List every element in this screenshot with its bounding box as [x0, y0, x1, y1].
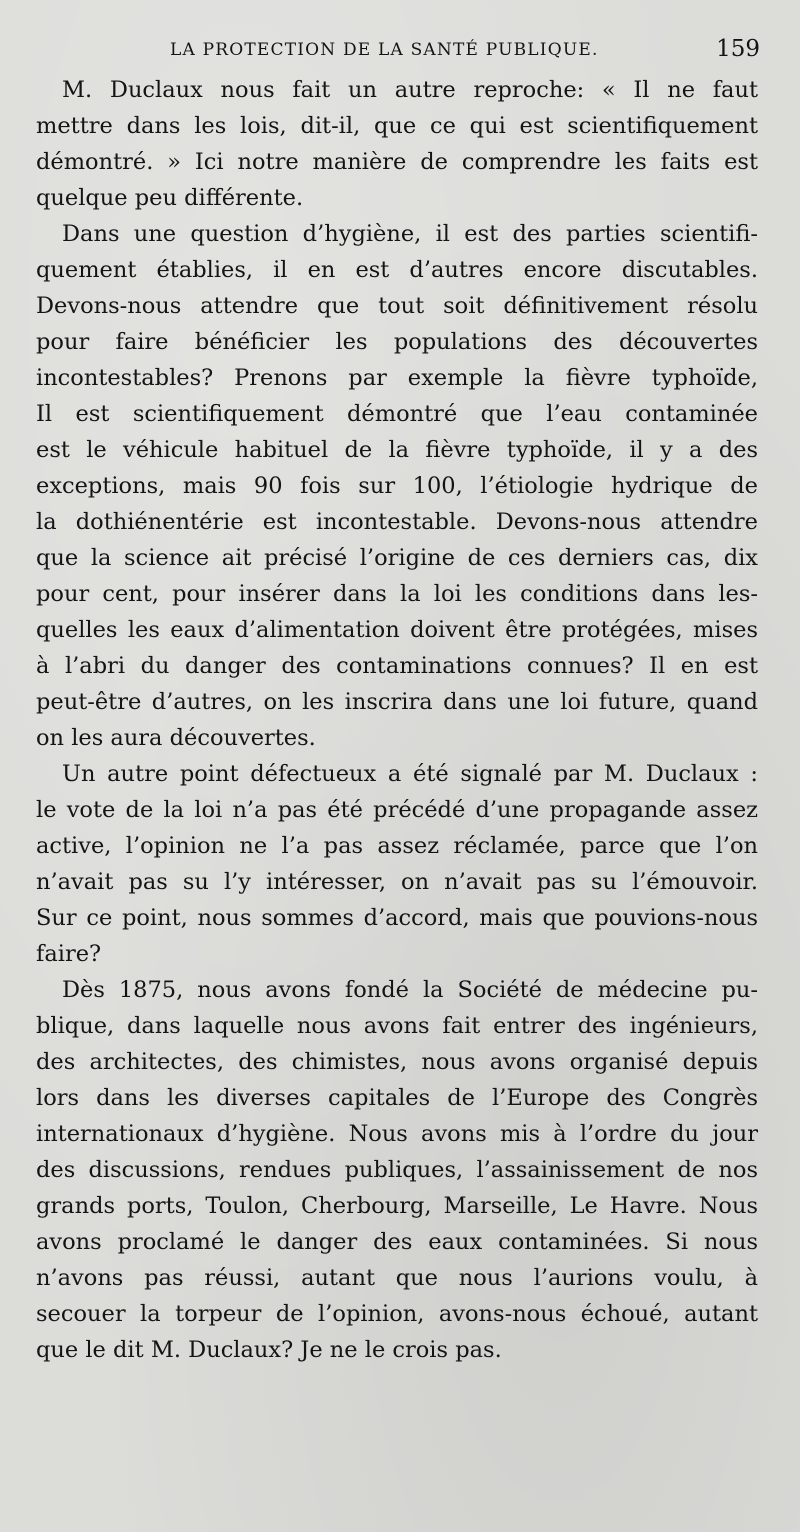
text-line: peut-être d’autres, on les inscrira dans une loi future, quand: [36, 689, 758, 715]
text-line: lors dans les diverses capitales de l’Europe des Congrès: [36, 1085, 758, 1111]
text-line: est le véhicule habituel de la fièvre typhoïde, il y a des: [36, 437, 758, 463]
text-line: quement établies, il en est d’autres encore discutables.: [36, 257, 758, 283]
text-line: Devons-nous attendre que tout soit définitivement résolu: [36, 293, 758, 319]
text-line: démontré. » Ici notre manière de comprendre les faits est: [36, 149, 758, 175]
text-line: Il est scientifiquement démontré que l’eau contaminée: [36, 401, 758, 427]
text-line: Dès 1875, nous avons fondé la Société de médecine pu-: [62, 977, 758, 1003]
text-line: faire?: [36, 941, 102, 967]
text-line: quelles les eaux d’alimentation doivent être protégées, mises: [36, 617, 758, 643]
text-line: n’avons pas réussi, autant que nous l’aurions voulu, à: [36, 1265, 758, 1291]
text-line: que la science ait précisé l’origine de ces derniers cas, dix: [36, 545, 758, 571]
paragraph: [36, 972, 758, 1368]
text-line: Sur ce point, nous sommes d’accord, mais que pouvions-nous: [36, 905, 758, 931]
running-head: [170, 36, 760, 66]
body-text: [36, 72, 758, 1368]
text-line: blique, dans laquelle nous avons fait entrer des ingénieurs,: [36, 1013, 758, 1039]
paragraph: [36, 72, 758, 216]
text-line: n’avait pas su l’y intéresser, on n’avait pas su l’émouvoir.: [36, 869, 758, 895]
text-line: des discussions, rendues publiques, l’assainissement de nos: [36, 1157, 758, 1183]
text-line: mettre dans les lois, dit-il, que ce qui est scientifiquement: [36, 113, 758, 139]
text-line: secouer la torpeur de l’opinion, avons-nous échoué, autant: [36, 1301, 758, 1327]
text-line: le vote de la loi n’a pas été précédé d’une propagande assez: [36, 797, 758, 823]
text-line: à l’abri du danger des contaminations connues? Il en est: [36, 653, 758, 679]
text-line: quelque peu différente.: [36, 185, 304, 211]
paragraph: [36, 756, 758, 972]
running-title: LA PROTECTION DE LA SANTÉ PUBLIQUE.: [170, 40, 599, 60]
page-number: 159: [716, 36, 760, 62]
text-line: on les aura découvertes.: [36, 725, 316, 751]
text-line: avons proclamé le danger des eaux contaminées. Si nous: [36, 1229, 758, 1255]
text-line: grands ports, Toulon, Cherbourg, Marseille, Le Havre. Nous: [36, 1193, 758, 1219]
text-line: Un autre point défectueux a été signalé par M. Duclaux :: [62, 761, 758, 787]
text-line: la dothiénentérie est incontestable. Devons-nous attendre: [36, 509, 758, 535]
text-line: des architectes, des chimistes, nous avons organisé depuis: [36, 1049, 758, 1075]
text-line: exceptions, mais 90 fois sur 100, l’étiologie hydrique de: [36, 473, 758, 499]
paragraph: [36, 216, 758, 756]
text-line: Dans une question d’hygiène, il est des parties scientifi-: [62, 221, 758, 247]
text-line: pour cent, pour insérer dans la loi les conditions dans les-: [36, 581, 758, 607]
text-line: incontestables? Prenons par exemple la fièvre typhoïde,: [36, 365, 758, 391]
text-line: que le dit M. Duclaux? Je ne le crois pas.: [36, 1337, 502, 1363]
text-line: pour faire bénéficier les populations des découvertes: [36, 329, 758, 355]
text-line: active, l’opinion ne l’a pas assez réclamée, parce que l’on: [36, 833, 758, 859]
text-line: M. Duclaux nous fait un autre reproche: « Il ne faut: [62, 77, 758, 103]
text-line: internationaux d’hygiène. Nous avons mis à l’ordre du jour: [36, 1121, 758, 1147]
